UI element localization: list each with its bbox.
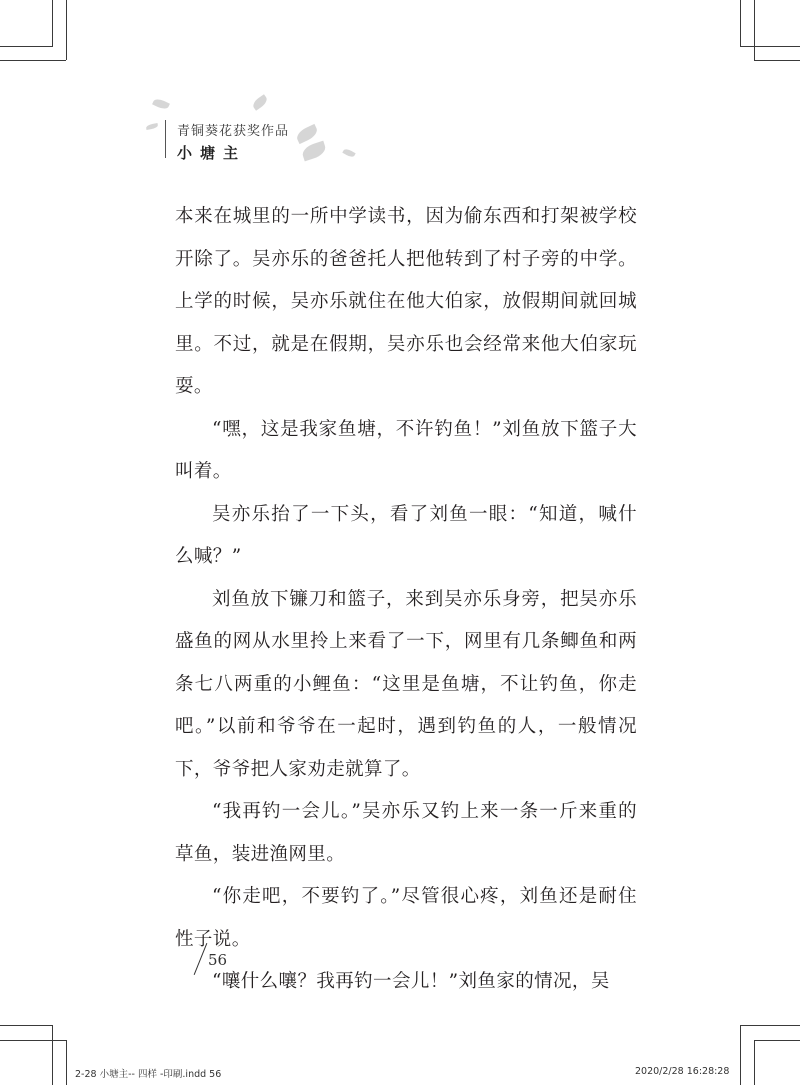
crop-mark xyxy=(52,1025,53,1085)
petal-decoration xyxy=(294,124,319,144)
paragraph: 吴亦乐抬了一下头，看了刘鱼一眼：“知道，喊什么喊？” xyxy=(175,503,637,567)
paragraph: “嘿，这是我家鱼塘，不许钓鱼！”刘鱼放下篮子大叫着。 xyxy=(175,418,637,482)
crop-mark xyxy=(0,1040,66,1041)
petal-decoration xyxy=(342,147,355,158)
paragraph: 刘鱼放下镰刀和篮子，来到吴亦乐身旁，把吴亦乐盛鱼的网从水里拎上来看了一下，网里有几条鲫鱼和两条七八两重的小鲤鱼：“这里是鱼塘，不让钓鱼，你走吧。”以前和爷爷在一起时，遇到钓鱼的人，一般情况下，爷爷把人家劝走就算了。 xyxy=(175,588,637,780)
petal-decoration xyxy=(146,123,159,130)
print-timestamp: 2020/2/28 16:28:28 xyxy=(635,1066,730,1077)
crop-mark xyxy=(740,1025,800,1026)
crop-mark xyxy=(754,1040,755,1085)
crop-mark xyxy=(740,46,800,47)
paragraph: “你走吧，不要钓了。”尽管很心疼，刘鱼还是耐住性子说。 xyxy=(175,886,637,950)
series-title: 青铜葵花获奖作品 xyxy=(177,124,290,139)
crop-mark xyxy=(740,0,741,46)
paragraph: 本来在城里的一所中学读书，因为偷东西和打架被学校开除了。吴亦乐的爸爸托人把他转到了村子旁的中学。上学的时候，吴亦乐就住在他大伯家，放假期间就回城里。不过，就是在假期，吴亦乐也会经常来他大伯家玩耍。 xyxy=(175,206,637,397)
crop-mark xyxy=(52,0,53,46)
book-title: 小塘主 xyxy=(177,144,247,162)
petal-decoration xyxy=(251,94,269,111)
crop-mark xyxy=(754,0,755,60)
petal-decoration xyxy=(300,141,327,162)
paragraph: “嚷什么嚷？我再钓一会儿！”刘鱼家的情况，吴 xyxy=(212,971,610,992)
header-rule xyxy=(165,120,166,158)
crop-mark xyxy=(66,0,67,60)
crop-mark xyxy=(740,1025,741,1085)
crop-mark xyxy=(0,46,53,47)
running-header xyxy=(170,120,289,163)
crop-mark xyxy=(754,60,800,61)
print-file-info: 2-28 小塘主-- 四样 -印刷.indd 56 xyxy=(75,1069,222,1080)
crop-mark xyxy=(754,1040,800,1041)
crop-mark xyxy=(0,1025,53,1026)
crop-mark xyxy=(66,1040,67,1085)
paragraph: “我再钓一会儿。”吴亦乐又钓上来一条一斤来重的草鱼，装进渔网里。 xyxy=(175,801,637,865)
crop-mark xyxy=(0,60,66,61)
petal-decoration xyxy=(152,97,170,111)
page-number: 56 xyxy=(208,951,228,969)
body-text xyxy=(175,196,637,1004)
